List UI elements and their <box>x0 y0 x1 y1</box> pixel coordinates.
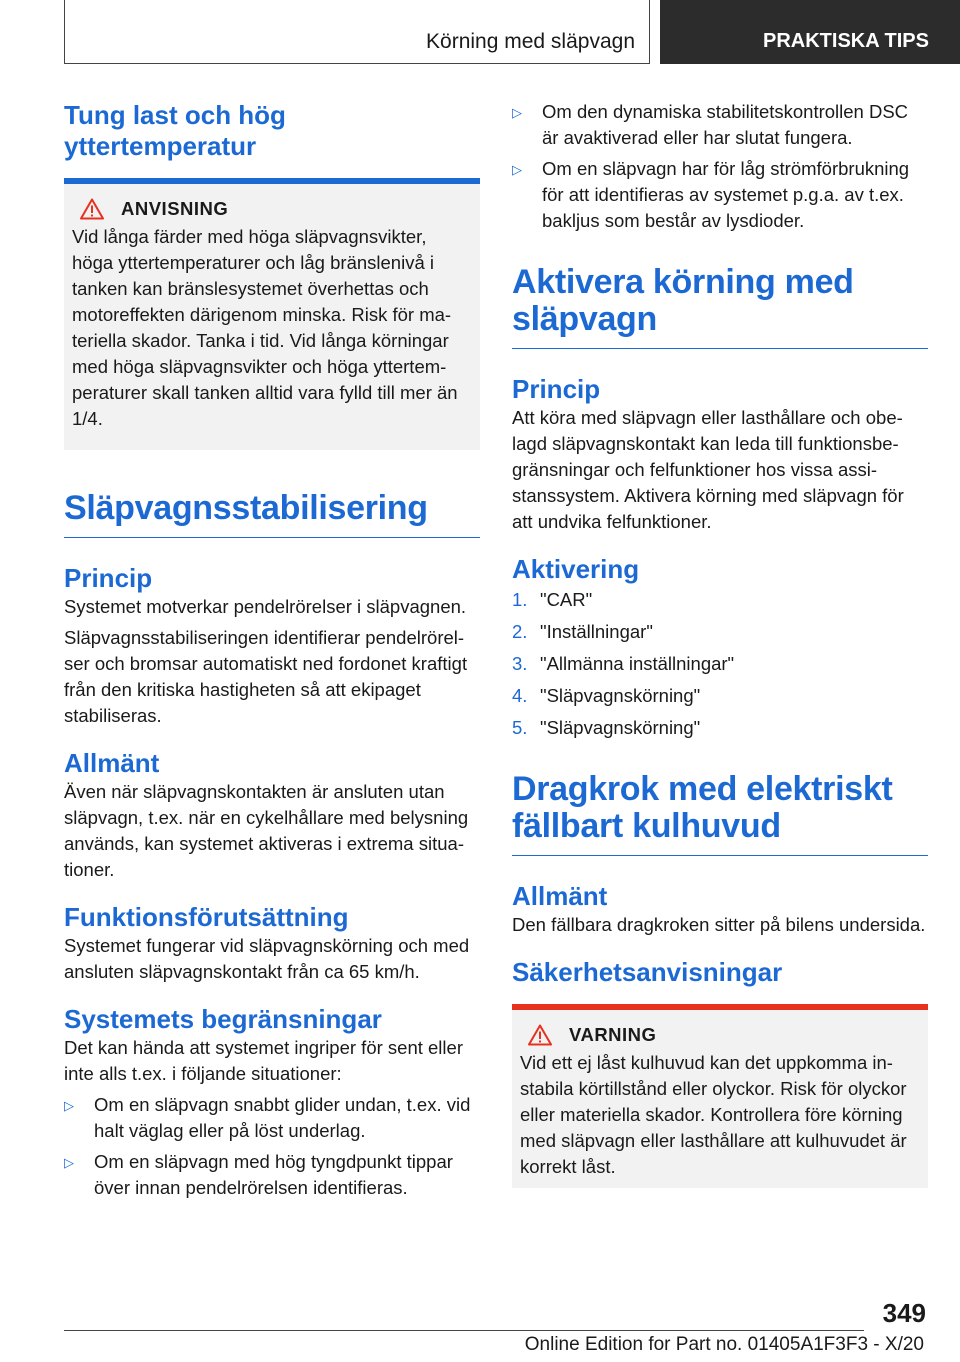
warning-box <box>512 1004 928 1188</box>
triangle-bullet-icon: ▷ <box>64 1155 74 1170</box>
list-item: ▷ Om den dynamiska stabilitetskontrollen DSC är avaktiverad eller har slutat fungera. <box>512 99 928 151</box>
principle-heading: Princip <box>64 563 153 593</box>
triangle-bullet-icon: ▷ <box>512 162 522 177</box>
warning-text: Vid ett ej låst kulhuvud kan det uppkomma instabila körtillstånd eller olyckor. Risk för olyckor eller materiella skador. Kontrollera före körning med släpvagn eller lasthållare att kulhuvudet är korrekt låst. <box>520 1052 907 1177</box>
activation-steps <box>512 587 928 741</box>
list-item: ▷ Om en släpvagn snabbt glider undan, t.ex. vid halt väglag eller på löst underlag. <box>64 1092 480 1144</box>
list-item: 2. "Inställningar" <box>512 621 653 642</box>
header-section-box <box>64 0 650 64</box>
principle-text-2: Släpvagnsstabiliseringen identifierar pendelrörelser och bromsar automatiskt ned fordonet kraftigt från den kritiska hastigheten så att ekipaget stabiliseras. <box>64 627 468 726</box>
warning-title: VARNING <box>569 1024 657 1045</box>
general-heading-right: Allmänt <box>512 881 608 911</box>
list-item: 3. "Allmänna inställningar" <box>512 653 735 674</box>
footer-rule <box>64 1330 864 1331</box>
footer-edition: Online Edition for Part no. 01405A1F3F3 - X/20 <box>524 1334 924 1355</box>
general-heading: Allmänt <box>64 748 160 778</box>
list-item: 1. "CAR" <box>512 589 593 610</box>
left-column <box>64 100 480 1201</box>
safety-heading: Säkerhetsanvisningar <box>512 957 783 987</box>
stabilization-heading: Släpvagnsstabilisering <box>64 489 428 527</box>
activate-trailer-heading: Aktivera körning med släpvagn <box>512 263 854 338</box>
system-limits-heading: Systemets begränsningar <box>64 1004 382 1034</box>
triangle-bullet-icon: ▷ <box>64 1098 74 1113</box>
tow-hitch-heading-block <box>512 771 928 856</box>
notice-box <box>64 178 480 450</box>
list-item: 4. "Släpvagnskörning" <box>512 685 701 706</box>
list-item: 5. "Släpvagnskörning" <box>512 717 701 738</box>
page-number: 349 <box>882 1298 926 1328</box>
header-chapter-tab: PRAKTISKA TIPS <box>660 0 960 64</box>
system-limits-text: Det kan hända att systemet ingriper för sent eller inte alls t.ex. i följande situationer: <box>64 1037 463 1084</box>
heavy-load-heading: Tung last och hög yttertemperatur <box>64 100 286 161</box>
notice-title: ANVISNING <box>121 198 229 219</box>
activate-trailer-heading-block <box>512 264 928 349</box>
notice-text: Vid långa färder med höga släpvagnsvikter, höga yttertemperaturer och låg bränslenivå i tanken kan bränslesystemet överhettas och motoreffekten därigenom minska. Risk för materiella skador. Tanka i tid. Vid långa körningar med höga släpvagnsvikter och höga yttertemperaturer skall tanken alltid vara fylld till mer än 1/4. <box>72 226 458 429</box>
tow-hitch-heading: Dragkrok med elektriskt fällbart kulhuvud <box>512 770 893 845</box>
warning-triangle-icon <box>528 1024 552 1046</box>
system-limits-list-continued <box>512 99 928 234</box>
list-item: ▷ Om en släpvagn har för låg strömförbrukning för att identifieras av systemet p.g.a. av t.ex. bakljus som består av lysdioder. <box>512 156 928 234</box>
list-item: ▷ Om en släpvagn med hög tyngdpunkt tippar över innan pendelrörelsen identifieras. <box>64 1149 480 1201</box>
triangle-bullet-icon: ▷ <box>512 105 522 120</box>
right-column <box>512 100 928 1188</box>
stabilization-heading-block <box>64 490 480 538</box>
system-limits-list <box>64 1092 480 1201</box>
principle-heading-right: Princip <box>512 374 601 404</box>
function-requirement-heading: Funktionsförutsättning <box>64 902 349 932</box>
principle-text-1: Systemet motverkar pendelrörelser i släpvagnen. <box>64 596 467 617</box>
general-text-right: Den fällbara dragkroken sitter på bilens undersida. <box>512 914 926 935</box>
header-section-title: Körning med släpvagn <box>426 30 635 53</box>
activation-heading: Aktivering <box>512 554 640 584</box>
principle-text-right: Att köra med släpvagn eller lasthållare och obelagd släpvagnskontakt kan leda till funktionsbegränsningar och felfunktioner hos vissa assistanssystem. Aktivera körning med släpvagn för att undvika felfunktioner. <box>512 407 904 532</box>
general-text: Även när släpvagnskontakten är ansluten utan släpvagn, t.ex. när en cykelhållare med belysning används, kan systemet aktiveras i extrema situationer. <box>64 781 469 880</box>
warning-triangle-icon <box>80 198 104 220</box>
function-requirement-text: Systemet fungerar vid släpvagnskörning och med ansluten släpvagnskontakt från ca 65 km/h. <box>64 935 470 982</box>
